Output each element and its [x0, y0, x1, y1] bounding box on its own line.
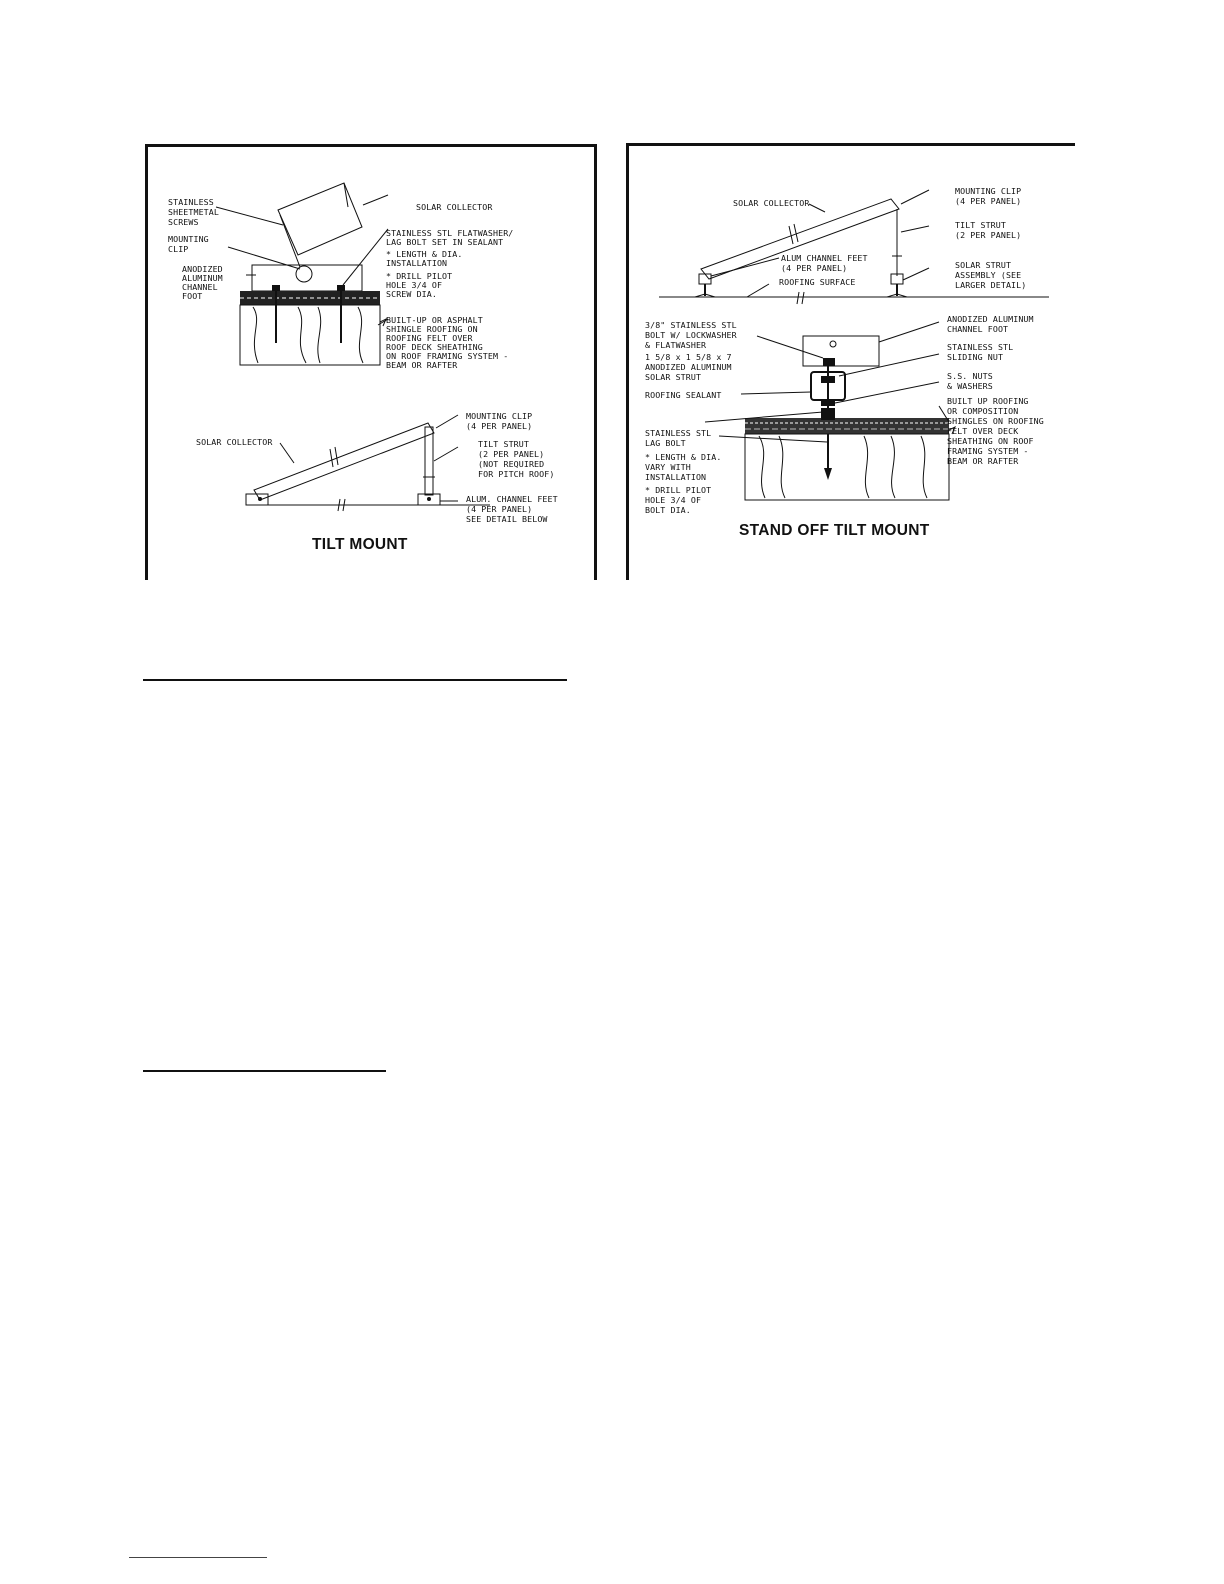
label-nuts: S.S. NUTS & WASHERS [947, 371, 993, 391]
label-sealant: ROOFING SEALANT [645, 390, 722, 400]
label-screws: STAINLESS SHEETMETAL SCREWS [168, 197, 219, 227]
label-note-1: * LENGTH & DIA. VARY WITH INSTALLATION [645, 452, 722, 482]
label-strut-assembly: SOLAR STRUT ASSEMBLY (SEE LARGER DETAIL) [955, 260, 1027, 290]
label-roof-surface: ROOFING SURFACE [779, 277, 856, 287]
label-note-2: * DRILL PILOT HOLE 3/4 OF BOLT DIA. [645, 485, 712, 515]
label-note-2: * DRILL PILOT HOLE 3/4 OF SCREW DIA. [386, 271, 453, 299]
label-lag-bolt: STAINLESS STL LAG BOLT [645, 428, 712, 448]
label-roofing: BUILT-UP OR ASPHALT SHINGLE ROOFING ON ROOFING FELT OVER ROOF DECK SHEATHING ON ROOF FRAMING SYSTEM - BEAM OR RAFTER [386, 315, 509, 370]
section-rule-1 [143, 679, 567, 681]
label-channel-foot: ANODIZED ALUMINUM CHANNEL FOOT [182, 264, 223, 301]
stand-off-tilt-mount-diagram [626, 143, 1075, 580]
title-tilt-mount: TILT MOUNT [312, 536, 408, 553]
channel-foot-shape [803, 336, 879, 366]
tilt-mount-diagram [145, 144, 597, 580]
label-tilt-strut: TILT STRUT (2 PER PANEL) (NOT REQUIRED FOR PITCH ROOF) [478, 439, 555, 479]
label-collector-bottom: SOLAR COLLECTOR [196, 437, 273, 447]
collector-side-view [254, 423, 434, 500]
label-channel-feet: ALUM CHANNEL FEET (4 PER PANEL) [781, 253, 868, 273]
tilt-strut-shape [425, 427, 433, 495]
title-stand-off-tilt-mount: STAND OFF TILT MOUNT [739, 522, 930, 539]
label-channel-foot: ANODIZED ALUMINUM CHANNEL FOOT [947, 314, 1034, 334]
label-mounting-clip: MOUNTING CLIP (4 PER PANEL) [955, 186, 1022, 206]
label-note-1: * LENGTH & DIA. INSTALLATION [386, 249, 463, 268]
label-bolt: 3/8" STAINLESS STL BOLT W/ LOCKWASHER & FLATWASHER [645, 320, 737, 350]
label-lag-bolt: STAINLESS STL FLATWASHER/ LAG BOLT SET IN SEALANT [386, 228, 514, 247]
solar-collector-shape [278, 183, 362, 255]
label-clip-bottom: MOUNTING CLIP (4 PER PANEL) [466, 411, 533, 431]
label-roofing: BUILT UP ROOFING OR COMPOSITION SHINGLES ON ROOFING FELT OVER DECK SHEATHING ON ROOF FRAMING SYSTEM - BEAM OR RAFTER [947, 396, 1044, 466]
section-rule-2 [143, 1070, 386, 1072]
label-channel-feet: ALUM. CHANNEL FEET (4 PER PANEL) SEE DETAIL BELOW [466, 494, 558, 524]
footnote-rule [129, 1557, 267, 1558]
roof-beam-shape [745, 434, 949, 500]
label-sliding-nut: STAINLESS STL SLIDING NUT [947, 342, 1014, 362]
label-collector: SOLAR COLLECTOR [733, 198, 810, 208]
label-tilt-strut: TILT STRUT (2 PER PANEL) [955, 220, 1022, 240]
channel-foot-shape [252, 265, 362, 291]
tilt-mount-svg [148, 147, 594, 580]
roof-beam-shape [240, 305, 380, 365]
label-clip: MOUNTING CLIP [168, 234, 209, 254]
roofing-layer [745, 418, 949, 434]
label-collector-top: SOLAR COLLECTOR [416, 202, 493, 212]
stand-off-tilt-mount-svg [629, 146, 1075, 580]
label-solar-strut: 1 5/8 x 1 5/8 x 7 ANODIZED ALUMINUM SOLAR STRUT [645, 352, 732, 382]
